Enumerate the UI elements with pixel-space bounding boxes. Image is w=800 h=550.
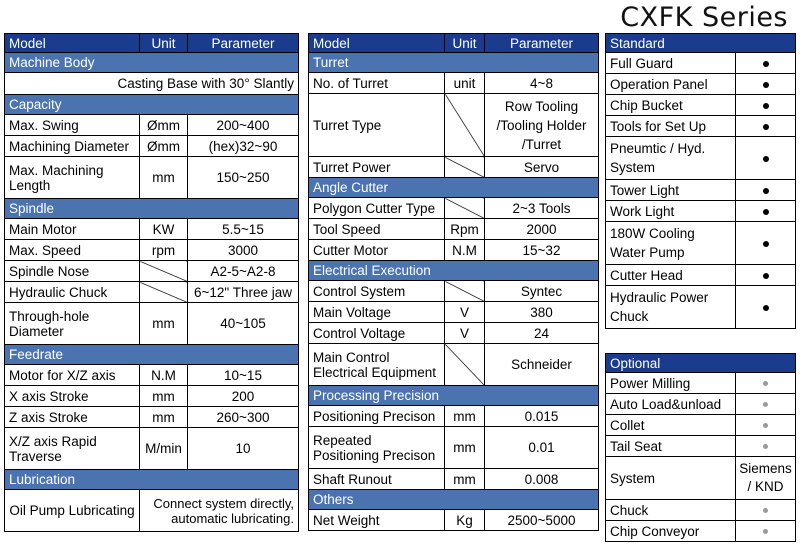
section-title: Machine Body [5, 53, 299, 73]
row-value: (hex)32~90 [188, 136, 299, 157]
row-label: Machining Diameter [5, 136, 140, 157]
row-value: 5.5~15 [188, 219, 299, 240]
optional-dot-icon [763, 423, 768, 428]
table-row [5, 428, 299, 470]
optional-dot-icon [763, 508, 768, 513]
bullet-icon [763, 82, 769, 88]
unit-not-applicable [445, 281, 485, 302]
optional-dot-icon [763, 529, 768, 534]
item-label: Chip Bucket [606, 95, 736, 116]
item-label: Full Guard [606, 53, 736, 74]
row-label: Max. Swing [5, 115, 140, 136]
unit-not-applicable [445, 344, 485, 386]
row-label: Through-hole Diameter [5, 303, 140, 345]
optional-dot-icon [763, 402, 768, 407]
row-unit: mm [140, 407, 188, 428]
table-row [309, 219, 599, 240]
table-row [309, 157, 599, 178]
row-unit: M/min [140, 428, 188, 470]
row-value: 24 [485, 323, 599, 344]
optional-dot-icon [763, 444, 768, 449]
section-feedrate [5, 345, 299, 365]
bullet-icon [763, 209, 769, 215]
left-spec-table [4, 33, 299, 532]
item-label: Chuck [606, 500, 736, 521]
bullet-icon [763, 241, 769, 247]
row-unit: N.M [140, 365, 188, 386]
row-label: Max. Speed [5, 240, 140, 261]
table-row [309, 281, 599, 302]
row-value: 15~32 [485, 240, 599, 261]
item-label: Chip Conveyor [606, 521, 736, 542]
header-model: Model [309, 34, 445, 53]
row-value: Schneider [485, 344, 599, 386]
section-title: Capacity [5, 95, 299, 115]
table-row [5, 157, 299, 199]
section-angle-cutter [309, 178, 599, 198]
table-row [5, 219, 299, 240]
section-title: Processing Precision [309, 386, 599, 406]
row-label: X/Z axis Rapid Traverse [5, 428, 140, 470]
list-item [606, 74, 796, 95]
row-label: Cutter Motor [309, 240, 445, 261]
item-label: Cutter Head [606, 265, 736, 286]
row-unit: Ømm [140, 136, 188, 157]
header-row [5, 34, 299, 53]
section-machine-body [5, 53, 299, 73]
row-unit: Kg [445, 510, 485, 531]
table-row [5, 386, 299, 407]
optional-title: Optional [606, 354, 796, 373]
row-label: Repeated Positioning Precison [309, 427, 445, 469]
row-value: 10 [188, 428, 299, 470]
system-value: Siemens / KND [736, 457, 796, 500]
table-row [309, 510, 599, 531]
table-row [309, 406, 599, 427]
header-parameter: Parameter [188, 34, 299, 53]
row-unit: Ømm [140, 115, 188, 136]
unit-not-applicable [445, 157, 485, 178]
table-row [5, 490, 299, 532]
list-item [606, 222, 796, 265]
row-unit: mm [445, 469, 485, 490]
row-label: Main Motor [5, 219, 140, 240]
section-title: Turret [309, 53, 599, 73]
list-item [606, 457, 796, 500]
item-label: 180W Cooling Water Pump [606, 222, 736, 265]
list-item [606, 265, 796, 286]
list-item [606, 436, 796, 457]
row-value: 3000 [188, 240, 299, 261]
item-label: System [606, 457, 736, 500]
unit-not-applicable [445, 198, 485, 219]
table-row [5, 240, 299, 261]
row-label: Oil Pump Lubricating [5, 490, 140, 532]
row-label: Control Voltage [309, 323, 445, 344]
row-unit: rpm [140, 240, 188, 261]
item-label: Operation Panel [606, 74, 736, 95]
item-label: Power Milling [606, 373, 736, 394]
list-item [606, 394, 796, 415]
row-unit: unit [445, 73, 485, 94]
bullet-icon [763, 273, 769, 279]
list-item [606, 137, 796, 180]
row-value: 150~250 [188, 157, 299, 199]
bullet-icon [763, 61, 769, 67]
table-row [309, 240, 599, 261]
row-unit: mm [140, 303, 188, 345]
row-unit: Rpm [445, 219, 485, 240]
row-value: 2500~5000 [485, 510, 599, 531]
table-row [309, 94, 599, 157]
standard-table [605, 33, 796, 329]
table-row [309, 323, 599, 344]
unit-not-applicable [140, 261, 188, 282]
row-label: Tool Speed [309, 219, 445, 240]
list-item [606, 373, 796, 394]
standard-title: Standard [606, 34, 796, 53]
list-item [606, 500, 796, 521]
table-row [5, 115, 299, 136]
row-unit: N.M [445, 240, 485, 261]
item-label: Work Light [606, 201, 736, 222]
row-label: Main Control Electrical Equipment [309, 344, 445, 386]
table-row [309, 427, 599, 469]
row-value: 6~12" Three jaw [188, 282, 299, 303]
row-value: 200~400 [188, 115, 299, 136]
row-label: X axis Stroke [5, 386, 140, 407]
row-value: 200 [188, 386, 299, 407]
list-item [606, 201, 796, 222]
list-item [606, 286, 796, 329]
table-row [5, 407, 299, 428]
row-label: No. of Turret [309, 73, 445, 94]
row-label: Z axis Stroke [5, 407, 140, 428]
bullet-icon [763, 124, 769, 130]
item-label: Tools for Set Up [606, 116, 736, 137]
header-parameter: Parameter [485, 34, 599, 53]
row-unit: mm [445, 427, 485, 469]
row-label: Turret Type [309, 94, 445, 157]
section-turret [309, 53, 599, 73]
list-item [606, 521, 796, 542]
item-label: Auto Load&unload [606, 394, 736, 415]
row-value: 10~15 [188, 365, 299, 386]
header-model: Model [5, 34, 140, 53]
section-others [309, 490, 599, 510]
row-value: 260~300 [188, 407, 299, 428]
item-label: Tail Seat [606, 436, 736, 457]
row-unit: mm [445, 406, 485, 427]
section-title: Angle Cutter [309, 178, 599, 198]
middle-spec-table [308, 33, 599, 531]
section-precision [309, 386, 599, 406]
item-label: Hydraulic Power Chuck [606, 286, 736, 329]
row-label: Net Weight [309, 510, 445, 531]
bullet-icon [763, 156, 769, 162]
unit-not-applicable [140, 282, 188, 303]
table-row [5, 261, 299, 282]
table-row [5, 303, 299, 345]
optional-table [605, 353, 796, 542]
row-label: Hydraulic Chuck [5, 282, 140, 303]
list-item [606, 116, 796, 137]
row-unit: mm [140, 386, 188, 407]
row-label: Control System [309, 281, 445, 302]
header-unit: Unit [445, 34, 485, 53]
bullet-icon [763, 188, 769, 194]
bullet-icon [763, 103, 769, 109]
row-unit: KW [140, 219, 188, 240]
item-label: Pneumtic / Hyd. System [606, 137, 736, 180]
row-value: Row Tooling /Tooling Holder /Turret [485, 94, 599, 157]
row-label: Max. Machining Length [5, 157, 140, 199]
row-label: Shaft Runout [309, 469, 445, 490]
table-row [5, 365, 299, 386]
list-item [606, 180, 796, 201]
section-title: Spindle [5, 199, 299, 219]
section-electrical [309, 261, 599, 281]
row-value: 0.008 [485, 469, 599, 490]
row-unit: V [445, 323, 485, 344]
table-row [309, 344, 599, 386]
list-item [606, 415, 796, 436]
series-title: CXFK Series [620, 2, 788, 33]
row-label: Spindle Nose [5, 261, 140, 282]
item-label: Tower Light [606, 180, 736, 201]
header-row [309, 34, 599, 53]
item-label: Collet [606, 415, 736, 436]
row-label: Main Voltage [309, 302, 445, 323]
optional-dot-icon [763, 381, 768, 386]
section-title: Electrical Execution [309, 261, 599, 281]
section-title: Feedrate [5, 345, 299, 365]
row-value: Servo [485, 157, 599, 178]
section-spindle [5, 199, 299, 219]
row-value: 2~3 Tools [485, 198, 599, 219]
bullet-icon [763, 305, 769, 311]
table-row [309, 198, 599, 219]
table-row [5, 136, 299, 157]
row-value: 0.015 [485, 406, 599, 427]
row-value: Syntec [485, 281, 599, 302]
row-value: A2-5~A2-8 [188, 261, 299, 282]
row-value: 40~105 [188, 303, 299, 345]
section-capacity [5, 95, 299, 115]
list-item [606, 95, 796, 116]
section-lubrication [5, 470, 299, 490]
machine-body-value: Casting Base with 30° Slantly [5, 73, 299, 95]
row-label: Polygon Cutter Type [309, 198, 445, 219]
table-row [309, 469, 599, 490]
table-row [5, 282, 299, 303]
row-label: Motor for X/Z axis [5, 365, 140, 386]
table-row [309, 73, 599, 94]
row-unit: mm [140, 157, 188, 199]
header-unit: Unit [140, 34, 188, 53]
row-unit: V [445, 302, 485, 323]
list-item [606, 53, 796, 74]
section-title: Others [309, 490, 599, 510]
row-label: Turret Power [309, 157, 445, 178]
row-label: Positioning Precison [309, 406, 445, 427]
row-value: 0.01 [485, 427, 599, 469]
row-value: 2000 [485, 219, 599, 240]
section-title: Lubrication [5, 470, 299, 490]
table-row [309, 302, 599, 323]
row-value: 380 [485, 302, 599, 323]
row-value: 4~8 [485, 73, 599, 94]
row-value: Connect system directly, automatic lubricating. [140, 490, 299, 532]
unit-not-applicable [445, 94, 485, 157]
